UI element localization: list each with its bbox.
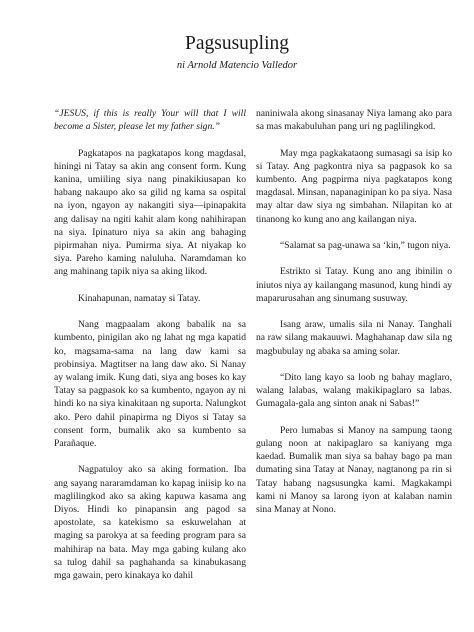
author-byline: ni Arnold Matencio Valledor bbox=[176, 60, 298, 71]
paragraph: May mga pagkakataong sumasagi sa isip ko si Tatay. Ang pagkontra niya sa pagpasok ko sa kumbento. Ang pagpirma niya pagkatapos kong magdasal. Minsan, napanaginipan ko pa siya. Nasa may altar daw siya ng simbahan. Nilapitan ko at tinanong ko kung ano ang kailangan niya. bbox=[256, 147, 452, 225]
paragraph-continuation: naniniwala akong sinasanay Niya lamang ako para sa mas makabuluhan pang uri ng paglilingkod. bbox=[256, 108, 452, 133]
paragraph: Pero lumabas si Manoy na sampung taong gulang noon at nakipaglaro sa kaniyang mga kaedad. Bumalik man siya sa bahay bago pa man dumating sina Tatay at Nanay, nagtanong pa rin si Tatay habang nagsusungka kami. Magkakampi kami ni Manoy sa larong iyon at kalaban namin sina Manay at Nono. bbox=[256, 424, 452, 515]
paragraph: Nagpatuloy ako sa aking formation. Iba ang sayang nararamdaman ko kapag iniisip ko na maglilingkod ako sa aking kapuwa kasama ang Diyos. Hindi ko pinapansin ang pagod sa apostolate, sa katekismo sa eskuwelahan at maging sa parokya at sa feeding program para sa mahihirap na bata. May mga gabing kulang ako sa tulog dahil sa paghahanda sa kinabukasang mga gawain, pero kinakaya ko dahil bbox=[54, 464, 246, 582]
document-title: Pagsusupling bbox=[184, 33, 289, 54]
opening-prayer-quote: “JESUS, if this is really Your will that I will become a Sister, please let my father sign.” bbox=[54, 108, 246, 133]
dialogue-paragraph: “Dito lang kayo sa loob ng bahay maglaro, walang lalabas, walang makikipaglaro sa labas. Gumagala-gala ang sinton anak ni Sabas!” bbox=[256, 371, 452, 410]
paragraph: Pagkatapos na pagkatapos kong magdasal, hiningi ni Tatay sa akin ang consent form. Kung kanina, umiiling siya nang pinakikiusapan ko habang nakaupo ako sa gilid ng kama sa ospital na iyon, ngayon ay nakangiti siya—ipinapakita ang dalisay na ngiti kahit alam kong nahihirapan na siya. Ipinaturo niya sa akin ang bahaging pipirmahan niya. Pumirma siya. At niyakap ko siya. Pareho kaming naluluha. Naramdaman ko ang mahinang tapik niya sa aking likod. bbox=[54, 147, 246, 278]
right-text-column bbox=[256, 107, 452, 529]
paragraph: Estrikto si Tatay. Kung ano ang ibinilin o iniutos niya ay kailangang masunod, kung hindi ay maparurusahan ang sinumang susuway. bbox=[256, 266, 452, 304]
left-text-column bbox=[54, 107, 246, 595]
paragraph: Isang araw, umalis sila ni Nanay. Tanghali na raw silang makauuwi. Maghahanap daw sila ng magbubulay ng abaka sa aming solar. bbox=[256, 319, 452, 357]
dialogue-paragraph: “Salamat sa pag-unawa sa ‘kin,” tugon niya. bbox=[280, 240, 451, 251]
paragraph: Nang magpaalam akong babalik na sa kumbento, pinigilan ako ng lahat ng mga kapatid ko, magsama-sama na lang daw kami sa probinsiya. Magtitser na lang daw ako. Si Nanay ay walang imik. Kung dati, siya ang boses ko kay Tatay sa pagpasok ko sa kumbento, ngayon ay ni hindi ko na siya kinakitaan ng suporta. Nalungkot ako. Pero dahil pinapirma ng Diyos si Tatay sa consent form, bumalik ako sa kumbento sa Parañaque. bbox=[54, 319, 246, 450]
paragraph: Kinahapunan, namatay si Tatay. bbox=[78, 292, 201, 304]
